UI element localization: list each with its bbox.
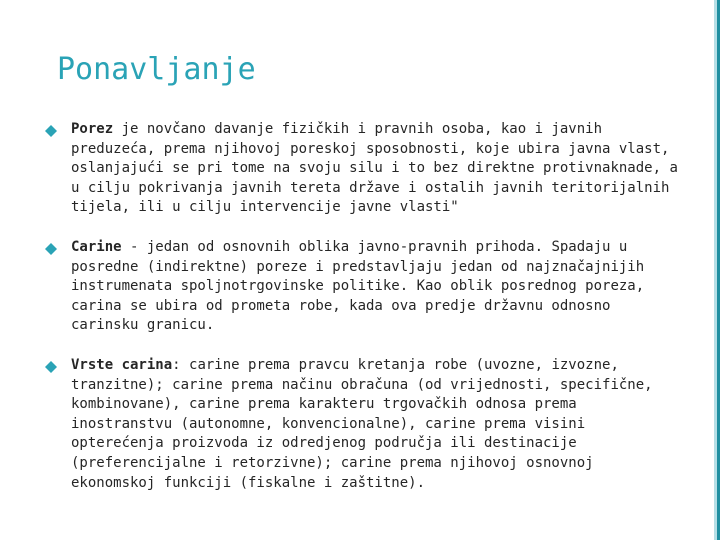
diamond-icon	[45, 125, 57, 137]
decorative-side-bar	[706, 0, 720, 540]
bullet-term: Carine	[71, 238, 122, 255]
bullet-item-carine	[45, 238, 685, 336]
bullet-text: - jedan od osnovnih oblika javno-pravnih prihoda. Spadaju u posredne (indirektne) poreze i predstavljaju jedan od najznačajnijih instrumenata spoljnotrgovinske politike. Kao oblik posrednog poreza, carina se ubira od prometa robe, kada ova predje državnu odnosno carinsku granicu.	[71, 238, 645, 334]
bullet-item-porez	[45, 120, 685, 218]
slide-title: Ponavljanje	[57, 52, 256, 87]
bullet-term: Vrste carina	[71, 356, 173, 373]
diamond-icon	[45, 361, 57, 373]
bullet-item-vrste-carina	[45, 356, 685, 493]
diamond-icon	[45, 243, 57, 255]
bullet-text: : carine prema pravcu kretanja robe (uvozne, izvozne, tranzitne); carine prema načinu obračuna (od vrijednosti, specifične, kombinovane), carine prema karakteru trgovačkih odnosa prema inostranstvu (autonomne, konvencionalne), carine prema visini opterećenja proizvoda iz odredjenog područja ili destinacije (preferencijalne i retorzivne); carine prema njihovoj osnovnoj ekonomskoj funkciji (fiskalne i zaštitne).	[71, 356, 653, 491]
bullet-text: je novčano davanje fizičkih i pravnih osoba, kao i javnih preduzeća, prema njihovoj poreskoj sposobnosti, koje ubira javna vlast, oslanjajući se pri tome na svoju silu i to bez direktne protivnaknade, a u cilju pokrivanja javnih tereta države i ostalih javnih teritorijalnih tijela, ili u cilju intervencije javne vlasti"	[71, 121, 678, 216]
bullet-term: Porez	[71, 121, 114, 137]
bullet-list	[45, 120, 685, 513]
